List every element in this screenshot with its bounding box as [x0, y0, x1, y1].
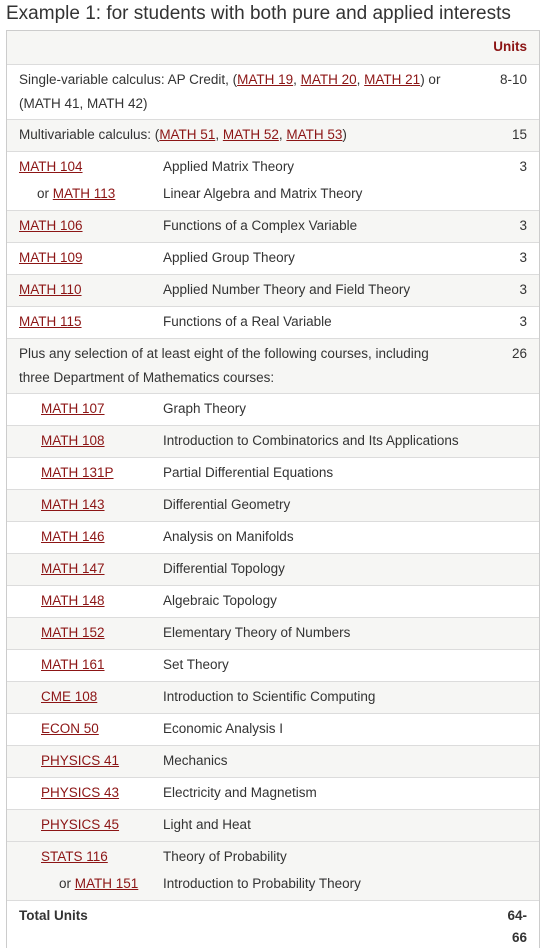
multivariable-suffix: ) [342, 127, 347, 142]
course-link-econ-50[interactable]: ECON 50 [41, 721, 99, 736]
or-label: or [59, 876, 75, 891]
course-link-math-113[interactable]: MATH 113 [52, 186, 116, 201]
course-name: Theory of Probability [163, 849, 287, 864]
course-link-math-108[interactable]: MATH 108 [41, 433, 105, 448]
elective-row [7, 585, 539, 617]
single-variable-row [7, 64, 539, 119]
course-name: Algebraic Topology [163, 593, 277, 608]
course-name: Differential Geometry [163, 497, 291, 512]
course-name: Introduction to Combinatorics and Its Applications [163, 433, 459, 448]
electives-intro-row [7, 338, 539, 393]
separator: , [356, 72, 365, 87]
elective-row [7, 777, 539, 809]
elective-row [7, 393, 539, 425]
single-variable-units: 8-10 [499, 72, 527, 87]
course-name: Applied Matrix Theory [163, 159, 295, 174]
course-units: 3 [519, 218, 527, 233]
single-variable-suffix: ) or [420, 72, 441, 87]
table-header-row [7, 31, 539, 64]
course-link-math-146[interactable]: MATH 146 [41, 529, 105, 544]
single-variable-line2: (MATH 41, MATH 42) [19, 96, 148, 111]
course-link-math-104[interactable]: MATH 104 [19, 159, 83, 174]
elective-row [7, 553, 539, 585]
math-109-row [7, 242, 539, 274]
course-link-cme-108[interactable]: CME 108 [41, 689, 98, 704]
course-link-math-143[interactable]: MATH 143 [41, 497, 105, 512]
total-units-line2: 66 [511, 930, 527, 945]
course-link-math-52[interactable]: MATH 52 [222, 127, 279, 142]
course-name: Introduction to Scientific Computing [163, 689, 376, 704]
math-104-row [7, 151, 539, 210]
math-106-row [7, 210, 539, 242]
elective-row [7, 713, 539, 745]
or-alternative [37, 182, 115, 206]
course-units: 3 [519, 314, 527, 329]
course-link-math-151[interactable]: MATH 151 [74, 876, 139, 891]
separator: , [278, 127, 287, 142]
course-link-math-148[interactable]: MATH 148 [41, 593, 105, 608]
course-name: Applied Number Theory and Field Theory [163, 282, 411, 297]
course-name: Light and Heat [163, 817, 251, 832]
total-label: Total Units [19, 908, 88, 923]
separator: , [293, 72, 301, 87]
course-link-math-53[interactable]: MATH 53 [286, 127, 343, 142]
elective-row [7, 457, 539, 489]
course-link-math-20[interactable]: MATH 20 [300, 72, 357, 87]
course-units: 3 [519, 282, 527, 297]
course-name: Functions of a Real Variable [163, 314, 332, 329]
course-name: Introduction to Probability Theory [163, 876, 361, 891]
course-link-math-152[interactable]: MATH 152 [41, 625, 105, 640]
electives-units: 26 [511, 346, 527, 361]
elective-row [7, 681, 539, 713]
course-link-math-109[interactable]: MATH 109 [19, 250, 83, 265]
elective-row [7, 617, 539, 649]
course-link-math-115[interactable]: MATH 115 [19, 314, 82, 329]
course-name: Applied Group Theory [163, 250, 295, 265]
multivariable-text [19, 123, 347, 147]
course-name: Functions of a Complex Variable [163, 218, 358, 233]
course-link-math-21[interactable]: MATH 21 [364, 72, 421, 87]
elective-row [7, 745, 539, 777]
course-name: Partial Differential Equations [163, 465, 334, 480]
course-name: Set Theory [163, 657, 229, 672]
elective-row [7, 809, 539, 841]
course-link-physics-45[interactable]: PHYSICS 45 [41, 817, 120, 832]
units-column-header: Units [493, 39, 527, 54]
course-name: Mechanics [163, 753, 228, 768]
course-units: 3 [519, 250, 527, 265]
or-label: or [37, 186, 53, 201]
separator: , [215, 127, 223, 142]
course-name: Linear Algebra and Matrix Theory [163, 186, 363, 201]
course-link-math-51[interactable]: MATH 51 [159, 127, 216, 142]
multivariable-units: 15 [511, 127, 527, 142]
course-link-math-19[interactable]: MATH 19 [237, 72, 294, 87]
total-units-line1: 64- [507, 908, 527, 923]
requirements-table [6, 30, 540, 948]
multivariable-row [7, 119, 539, 151]
stats-116-row [7, 841, 539, 900]
math-115-row [7, 306, 539, 338]
electives-intro-line1: Plus any selection of at least eight of the following courses, including [19, 346, 429, 361]
course-link-math-147[interactable]: MATH 147 [41, 561, 105, 576]
multivariable-prefix: Multivariable calculus: ( [19, 127, 160, 142]
elective-row [7, 425, 539, 457]
or-alternative [59, 872, 138, 896]
course-link-stats-116[interactable]: STATS 116 [41, 849, 108, 864]
elective-row [7, 489, 539, 521]
course-name: Analysis on Manifolds [163, 529, 294, 544]
total-row [7, 900, 539, 949]
page-title: Example 1: for students with both pure and applied interests [6, 3, 511, 24]
single-variable-prefix: Single-variable calculus: AP Credit, ( [19, 72, 238, 87]
course-name: Differential Topology [163, 561, 285, 576]
course-link-math-106[interactable]: MATH 106 [19, 218, 83, 233]
course-link-math-131p[interactable]: MATH 131P [41, 465, 114, 480]
course-link-physics-43[interactable]: PHYSICS 43 [41, 785, 120, 800]
course-name: Elementary Theory of Numbers [163, 625, 351, 640]
elective-row [7, 649, 539, 681]
course-name: Graph Theory [163, 401, 247, 416]
course-units: 3 [519, 159, 527, 174]
course-link-physics-41[interactable]: PHYSICS 41 [41, 753, 120, 768]
course-name: Economic Analysis I [163, 721, 284, 736]
course-link-math-161[interactable]: MATH 161 [41, 657, 105, 672]
course-name: Electricity and Magnetism [163, 785, 317, 800]
elective-row [7, 521, 539, 553]
course-link-math-107[interactable]: MATH 107 [41, 401, 105, 416]
single-variable-line1 [19, 68, 440, 92]
course-link-math-110[interactable]: MATH 110 [19, 282, 82, 297]
math-110-row [7, 274, 539, 306]
electives-intro-line2: three Department of Mathematics courses: [19, 370, 275, 385]
